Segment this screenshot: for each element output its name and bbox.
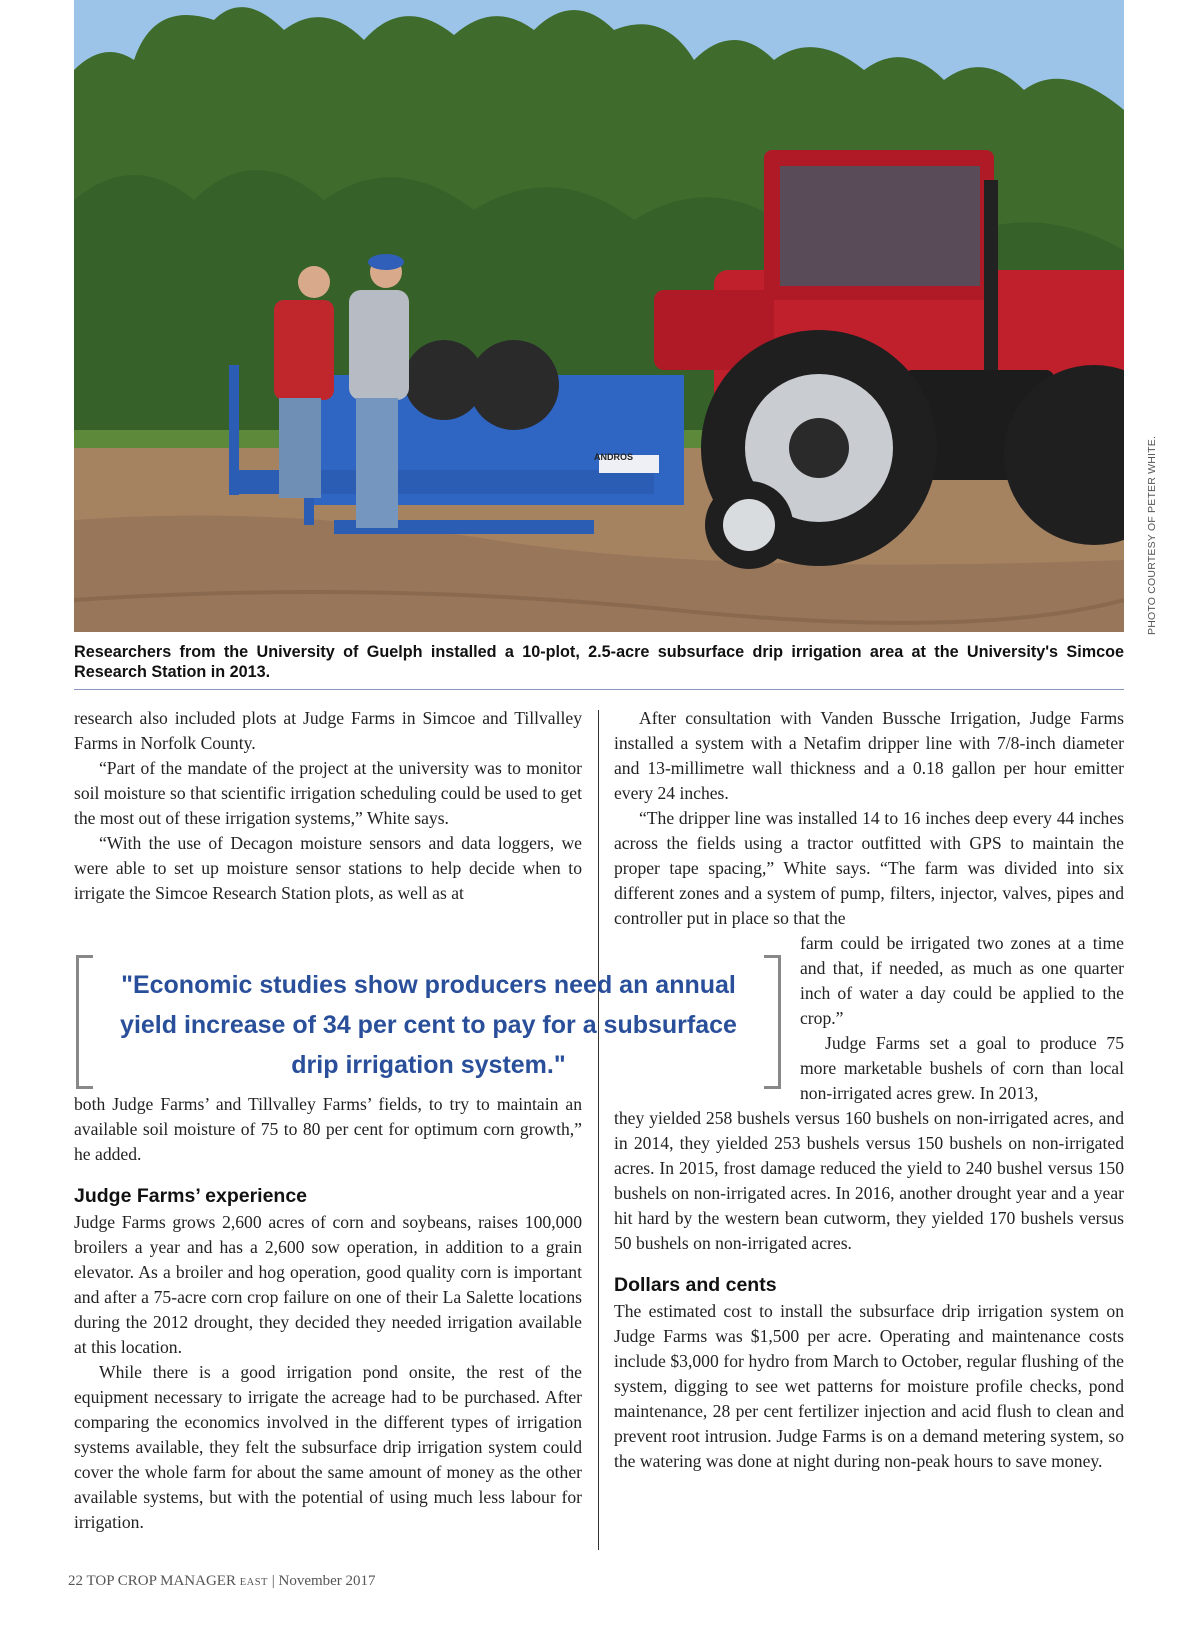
pull-quote <box>76 955 781 1087</box>
magazine-edition: EAST <box>239 1577 268 1588</box>
pull-quote-text: "Economic studies show producers need an annual yield increase of 34 per cent to pay for a subsurface drip irrigation system." <box>120 971 737 1079</box>
paragraph: After consultation with Vanden Bussche Irrigation, Judge Farms installed a system with a Netafim dripper line with 7/8-inch diameter and 13-millimetre wall thickness and a 0.18 gallon per hour emitter every 24 inches. <box>614 708 1124 803</box>
paragraph: The estimated cost to install the subsurface drip irrigation system on Judge Farms was $1,500 per acre. Operating and maintenance costs include $3,000 for hydro from March to October, regular flushing of the system, digging to see wet patterns for moisture profile checks, pond maintenance, 28 per cent fertilizer injection and acid flush to clean and prevent root intrusion. Judge Farms is on a demand metering system, so the watering was done at night during non-peak hours to save money. <box>614 1301 1124 1471</box>
page-footer <box>68 1573 376 1590</box>
tractor-photo-illustration <box>74 0 1124 632</box>
left-bracket <box>76 955 93 1089</box>
issue-date: November 2017 <box>278 1573 376 1589</box>
paragraph: “The dripper line was installed 14 to 16 inches deep every 44 inches across the fields using a tractor outfitted with GPS to maintain the proper tape spacing,” White says. “The farm was divided into six different zones and a system of pump, filters, injector, valves, pipes and controller put in place so that the <box>614 808 1124 928</box>
article-photo <box>74 0 1124 632</box>
paragraph: While there is a good irrigation pond onsite, the rest of the equipment necessary to irrigate the acreage had to be purchased. After comparing the economics involved in the different types of irrigation systems available, they felt the subsurface drip irrigation system could cover the whole farm for about the same amount of money as the other available systems, but with the potential of using much less labour for irrigation. <box>74 1362 582 1532</box>
paragraph: they yielded 258 bushels versus 160 bushels on non-irrigated acres, and in 2014, they yielded 253 bushels versus 150 bushels on non-irrigated acres. In 2015, frost damage reduced the yield to 240 bushel versus 150 bushels on non-irrigated acres. In 2016, another drought year and a year hit hard by the western bean cutworm, they yielded 170 bushels versus 50 bushels on non-irrigated acres. <box>614 1108 1124 1253</box>
section-heading: Dollars and cents <box>614 1274 777 1296</box>
paragraph: “Part of the mandate of the project at the university was to monitor soil moisture so that scientific irrigation scheduling could be used to get the most out of these irrigation systems,” White says. <box>74 758 582 828</box>
paragraph: Judge Farms grows 2,600 acres of corn and soybeans, raises 100,000 broilers a year and has a 2,600 sow operation, in addition to a grain elevator. As a broiler and hog operation, good quality corn is important and after a 75-acre corn crop failure on one of their La Salette locations during the 2012 drought, they decided they needed irrigation available at this location. <box>74 1212 582 1357</box>
paragraph: research also included plots at Judge Farms in Simcoe and Tillvalley Farms in Norfolk County. <box>74 708 582 753</box>
section-heading: Judge Farms’ experience <box>74 1185 308 1207</box>
column-divider <box>598 710 599 1550</box>
photo-credit-text: PHOTO COURTESY OF PETER WHITE. <box>1146 435 1158 635</box>
photo-credit <box>1126 435 1158 635</box>
page-number: 22 <box>68 1573 83 1589</box>
magazine-name: TOP CROP MANAGER <box>86 1573 236 1589</box>
left-column-bottom <box>74 1092 582 1535</box>
photo-caption: Researchers from the University of Guelph installed a 10-plot, 2.5-acre subsurface drip irrigation area at the University's Simcoe Research Station in 2013. <box>74 643 1124 681</box>
paragraph: farm could be irrigated two zones at a time and that, if needed, as much as one quarter inch of water a day could be applied to the crop.” <box>800 933 1124 1028</box>
left-column-top <box>74 706 582 906</box>
footer-separator: | <box>271 1573 275 1589</box>
paragraph: both Judge Farms’ and Tillvalley Farms’ fields, to try to maintain an available soil moisture of 75 to 80 per cent for optimum corn growth,” he added. <box>74 1094 582 1164</box>
right-bracket <box>764 955 781 1089</box>
right-column-beside-quote <box>800 931 1124 1106</box>
paragraph: “With the use of Decagon moisture sensors and data loggers, we were able to set up moisture sensor stations to help decide when to irrigate the Simcoe Research Station plots, as well as at <box>74 833 582 903</box>
right-column-bottom <box>614 1106 1124 1474</box>
right-column-top <box>614 706 1124 931</box>
caption-divider <box>74 689 1124 690</box>
paragraph: Judge Farms set a goal to produce 75 more marketable bushels of corn than local non-irrigated acres grew. In 2013, <box>800 1033 1124 1103</box>
machine-brand: ANDROS <box>594 452 634 462</box>
